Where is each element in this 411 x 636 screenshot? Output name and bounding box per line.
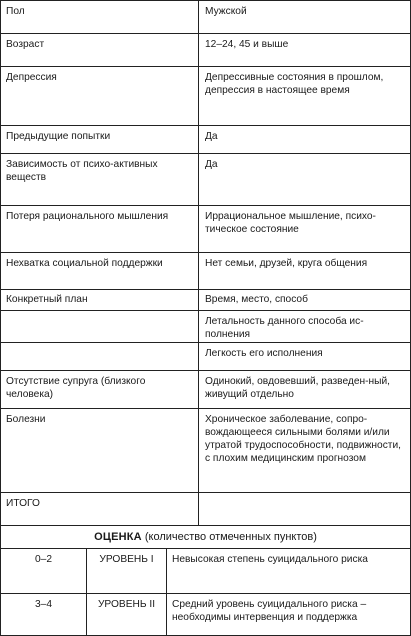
- score-row: [1, 549, 410, 594]
- table-row: [1, 34, 410, 67]
- indicator-cell: Иррациональное мышление, психо-тическое состояние: [205, 211, 376, 235]
- criterion-cell: [1, 311, 199, 342]
- table-row: [1, 343, 410, 371]
- criterion-cell: Конкретный план: [1, 290, 199, 310]
- score-level-cell: УРОВЕНЬ II: [87, 594, 167, 635]
- indicator-cell: Нет семьи, друзей, круга общения: [205, 258, 368, 269]
- table-row: [1, 154, 410, 206]
- criterion-cell: Болезни: [1, 409, 199, 492]
- indicator-cell: Депрессивные состояния в прошлом, депрессия в настоящее время: [205, 72, 384, 96]
- score-header: [1, 526, 410, 548]
- criterion-cell: Зависимость от психо-активных веществ: [1, 154, 199, 205]
- criterion-cell: Потеря рационального мышления: [1, 206, 199, 252]
- score-description-cell: Средний уровень суицидального риска – необходимы интервенция и поддержка: [172, 599, 367, 623]
- score-header-note: (количество отмеченных пунктов): [141, 531, 317, 543]
- score-row: [1, 594, 410, 635]
- criterion-cell: [1, 343, 199, 370]
- criterion-cell: Депрессия: [1, 67, 199, 125]
- table-row: [1, 253, 410, 290]
- table-row: [1, 126, 410, 154]
- criterion-cell: ИТОГО: [1, 493, 199, 525]
- indicator-cell: Легкость его исполнения: [205, 348, 323, 359]
- indicator-cell: 12–24, 45 и выше: [205, 39, 289, 50]
- score-header-row: [1, 526, 410, 549]
- score-header-title: ОЦЕНКА: [94, 531, 142, 543]
- table-row: [1, 206, 410, 253]
- indicator-cell: Летальность данного способа ис-полнения: [205, 316, 364, 340]
- score-range-cell: 0–2: [1, 549, 87, 593]
- score-description-cell: Невысокая степень суицидального риска: [172, 554, 368, 565]
- table-row: [1, 371, 410, 409]
- criterion-cell: Нехватка социальной поддержки: [1, 253, 199, 289]
- indicator-cell: Да: [205, 131, 218, 142]
- indicator-cell: Время, место, способ: [205, 294, 308, 305]
- criterion-cell: Отсутствие супруга (близкого человека): [1, 371, 199, 408]
- table-row: [1, 493, 410, 526]
- indicator-cell: Одинокий, овдовевший, разведен-ный, живущий отдельно: [205, 376, 391, 400]
- criterion-cell: Возраст: [1, 34, 199, 66]
- table-row: [1, 67, 410, 126]
- indicator-cell: Хроническое заболевание, сопро-вождающееся сильными болями и/или утратой трудоспособности, подвижности, с плохим медицинским прогнозом: [205, 414, 401, 464]
- table-row: [1, 409, 410, 493]
- score-level-cell: УРОВЕНЬ I: [87, 549, 167, 593]
- indicator-cell: [199, 493, 410, 525]
- table-row: [1, 290, 410, 311]
- criterion-cell: Предыдущие попытки: [1, 126, 199, 153]
- score-range-cell: 3–4: [1, 594, 87, 635]
- table-row: [1, 311, 410, 343]
- indicator-cell: Да: [205, 159, 218, 170]
- indicator-cell: Мужской: [205, 6, 247, 17]
- table-row: [1, 1, 410, 34]
- criterion-cell: Пол: [1, 1, 199, 33]
